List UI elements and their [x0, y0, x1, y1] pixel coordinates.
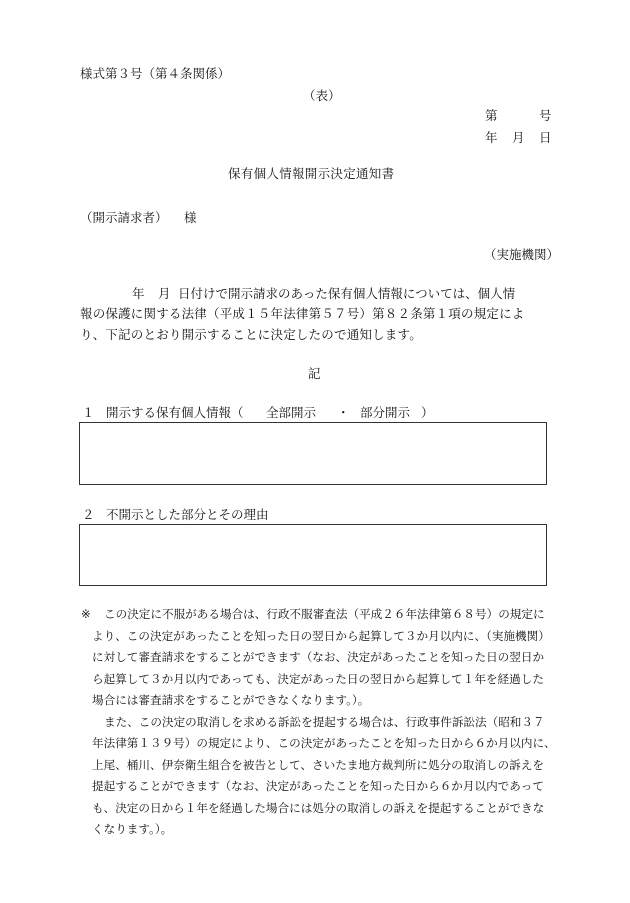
note-p1-line: に対して審査請求をすることができます（なお、決定があったことを知った日の翌日か	[92, 650, 545, 664]
section2-number: ２	[82, 507, 95, 522]
note-p2-line: 提起することができます（なお、決定があったことを知った日から６か月以内であって	[92, 779, 544, 793]
doc-number-label: 第	[485, 108, 498, 123]
notes	[84, 604, 564, 841]
section1-option-partial: 部分開示	[360, 405, 411, 420]
note-p1-line: 場合には審査請求をすることができなくなります。）。	[92, 693, 370, 707]
note-p2-line: 年法律第１３９号）の規定により、この決定があったことを知った日から６か月以内に、	[92, 736, 556, 750]
date-day: 日	[539, 130, 552, 145]
side-label: （表）	[303, 88, 341, 103]
issuer: （実施機関）	[484, 247, 560, 262]
ki-heading: 記	[308, 366, 321, 381]
note-mark: ※	[81, 607, 91, 621]
note-p1-line: この決定に不服がある場合は、行政不服審査法（平成２６年法律第６８号）の規定に	[104, 607, 545, 621]
body-year: 年	[132, 286, 145, 301]
section2-label: 不開示とした部分とその理由	[106, 507, 269, 522]
section1-number: １	[82, 405, 95, 420]
section2-box	[79, 524, 547, 586]
section1-separator: ・	[337, 405, 350, 420]
body-line1: 日付けで開示請求のあった保有個人情報については、個人情	[178, 286, 516, 301]
document-title: 保有個人情報開示決定通知書	[228, 166, 395, 181]
note-p2-line: 上尾、桶川、伊奈衛生組合を被告として、さいたま地方裁判所に処分の取消しの訴えを	[92, 757, 544, 772]
recipient-honorific: 様	[184, 210, 197, 225]
recipient-label: （開示請求者）	[80, 210, 168, 225]
form-number: 様式第３号（第４条関係）	[80, 66, 231, 81]
section1-label: 開示する保有個人情報（	[106, 405, 244, 420]
body-line2: 報の保護に関する法律（平成１５年法律第５７号）第８２条第１項の規定によ	[80, 306, 525, 321]
date-year: 年	[485, 130, 498, 145]
note-p2-line: また、この決定の取消しを求める訴訟を提起する場合は、行政事件訴訟法（昭和３７	[104, 714, 545, 729]
note-p2-line: くなります。）。	[92, 822, 173, 836]
date-month: 月	[512, 130, 525, 145]
note-p1-line: ら起算して３か月以内であっても、決定があった日の翌日から起算して１年を経過した	[92, 671, 544, 686]
doc-number-suffix: 号	[539, 108, 552, 123]
section1-option-all: 全部開示	[266, 405, 317, 420]
note-p2-line: も、決定の日から１年を経過した場合には処分の取消しの訴えを提起することができな	[92, 800, 545, 815]
body-line3: り、下記のとおり開示することに決定したので通知します。	[80, 327, 422, 342]
body-month: 月	[158, 286, 171, 301]
section1-close: ）	[421, 405, 434, 420]
note-p1-line: より、この決定があったことを知った日の翌日から起算して３か月以内に、（実施機関）	[92, 628, 550, 643]
section1-box	[79, 422, 547, 485]
